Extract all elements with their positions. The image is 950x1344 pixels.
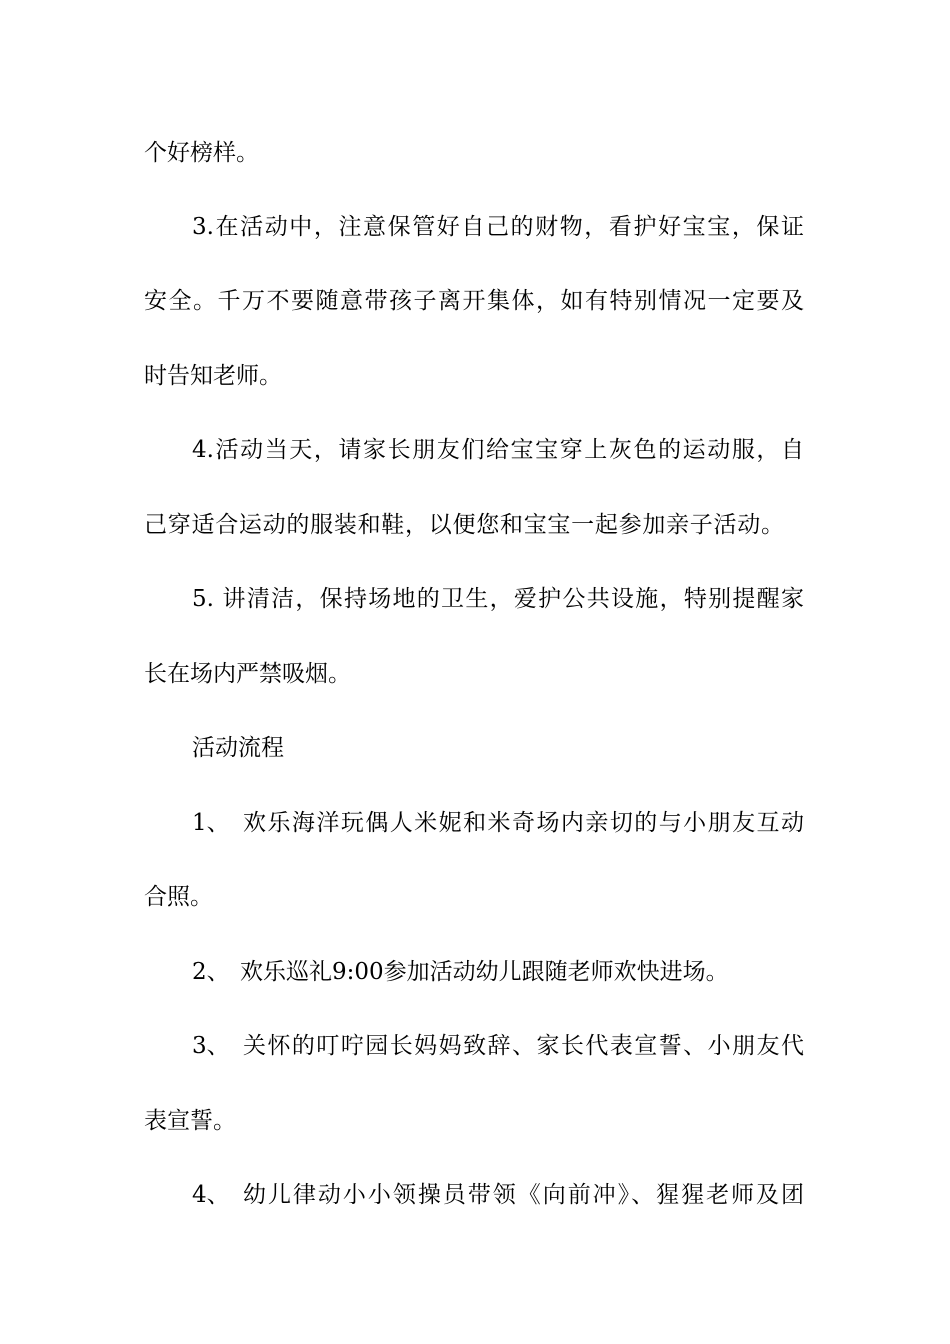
list-item-number: 1、 (192, 810, 230, 836)
paragraph-line (0, 356, 950, 396)
section-heading (0, 728, 950, 768)
text-line: 安全。千万不要随意带孩子离开集体，如有特别情况一定要及 (144, 288, 804, 314)
list-item-number: 2、 (192, 959, 230, 985)
list-item (0, 1175, 950, 1215)
text-line: 长在场内严禁吸烟。 (144, 661, 351, 687)
text-line: 个好榜样。 (144, 140, 259, 166)
text-line: 表宣誓。 (144, 1108, 236, 1134)
paragraph-line (0, 430, 950, 470)
text-line: 3.在活动中，注意保管好自己的财物，看护好宝宝，保证 (192, 214, 804, 240)
list-item-text: 欢乐巡礼9:00参加活动幼儿跟随老师欢快进场。 (240, 959, 729, 985)
paragraph-line (0, 207, 950, 247)
list-item-text: 幼儿律动小小领操员带领《向前冲》、猩猩老师及团 (243, 1182, 804, 1208)
list-item-number: 4、 (192, 1182, 230, 1208)
paragraph-line (0, 654, 950, 694)
text-line: 时告知老师。 (144, 363, 282, 389)
paragraph-line (0, 877, 950, 917)
paragraph-line (0, 281, 950, 321)
heading-text: 活动流程 (192, 735, 284, 761)
text-line: 5. 讲清洁，保持场地的卫生，爱护公共设施，特别提醒家 (192, 586, 804, 612)
paragraph-line (0, 579, 950, 619)
list-item (0, 1026, 950, 1066)
text-line: 4.活动当天，请家长朋友们给宝宝穿上灰色的运动服，自 (192, 437, 804, 463)
paragraph-line (0, 133, 950, 173)
text-line: 合照。 (144, 884, 213, 910)
paragraph-line (0, 1101, 950, 1141)
list-item (0, 952, 950, 992)
text-line: 己穿适合运动的服装和鞋，以便您和宝宝一起参加亲子活动。 (144, 512, 784, 538)
list-item-text: 欢乐海洋玩偶人米妮和米奇场内亲切的与小朋友互动 (243, 810, 804, 836)
list-item-number: 3、 (192, 1033, 230, 1059)
paragraph-line (0, 505, 950, 545)
list-item (0, 803, 950, 843)
list-item-text: 关怀的叮咛园长妈妈致辞、家长代表宣誓、小朋友代 (243, 1033, 804, 1059)
